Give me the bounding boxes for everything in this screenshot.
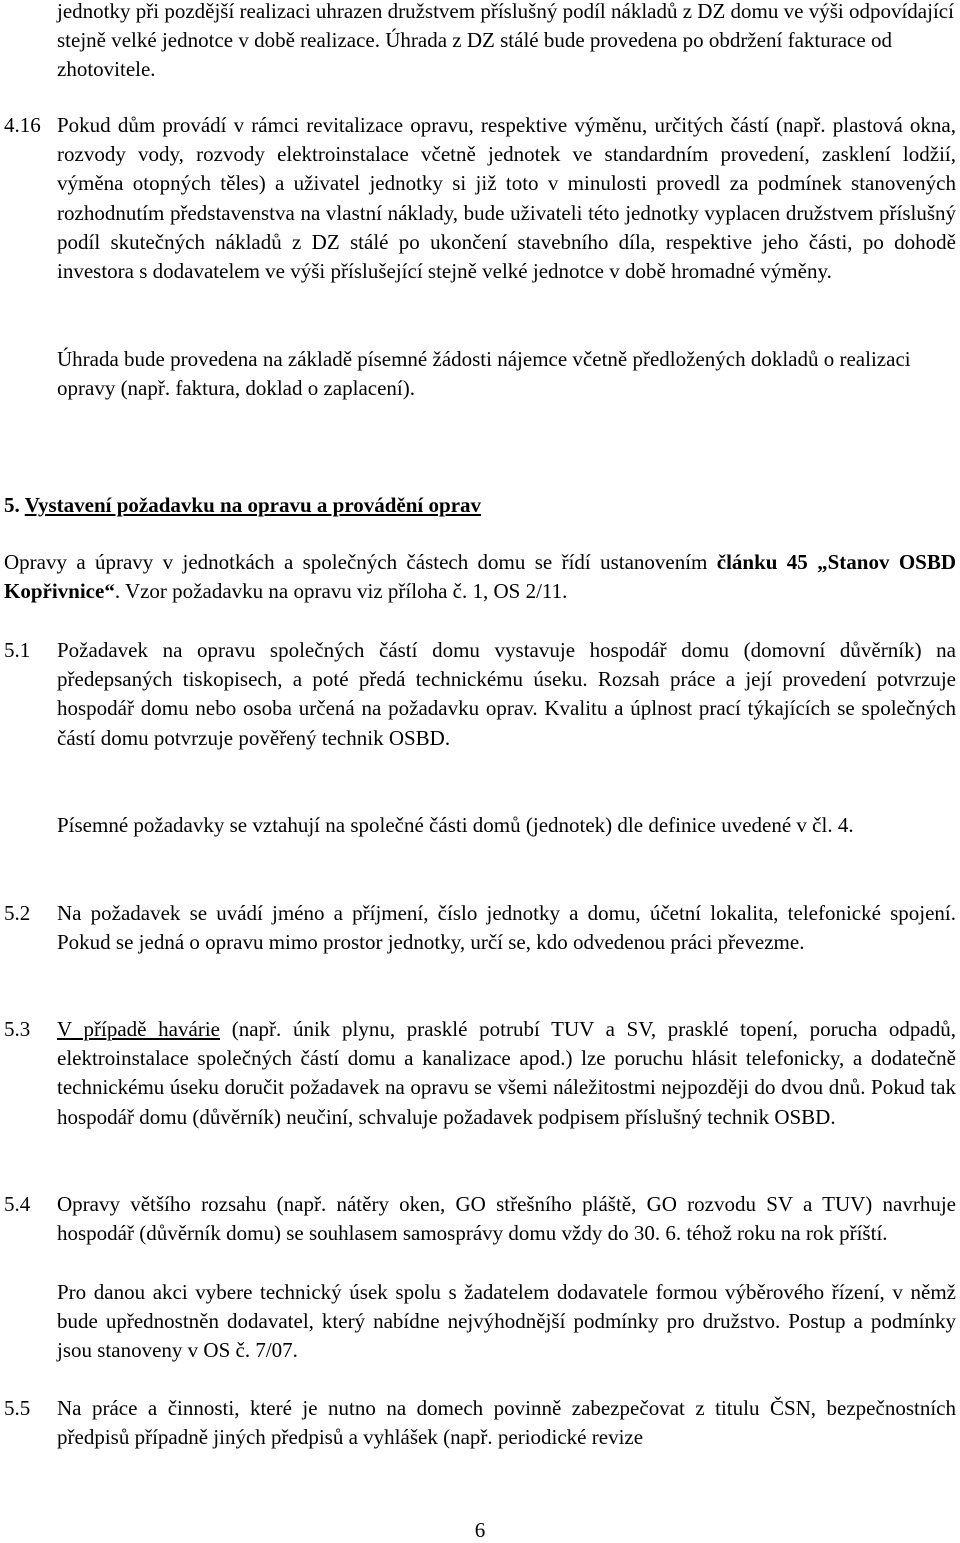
- clause-5-3-paragraph: [57, 1015, 956, 1132]
- section-intro-text-b: . Vzor požadavku na opravu viz příloha č. 1, OS 2/11.: [114, 579, 568, 604]
- clause-5-4-text: Opravy většího rozsahu (např. nátěry oken, GO střešního pláště, GO rozvodu SV a TUV) navrhuje hospodář (důvěrník domu) se souhlasem samosprávy domu vždy do 30. 6. téhož roku na rok příští.: [57, 1192, 956, 1246]
- clause-number-5-3: 5.3: [4, 1017, 31, 1041]
- clause-4-16-text: Pokud dům provádí v rámci revitalizace opravu, respektive výměnu, určitých částí (např. plastová okna, rozvody vody, rozvody elektroinstalace včetně jednotek ve standardním provedení, zasklení lodžií, výměna otopných těles) a uživatel jednotky si již toto v minulosti provedl za podmínek stanovených rozhodnutím představenstva na vlastní náklady, bude uživateli této jednotky vyplacen družstvem příslušný podíl skutečných nákladů z DZ stálé po ukončení stavebního díla, respektive jeho části, po dohodě investora s dodavatelem ve výši příslušející stejně velké jednotce v době hromadné výměny.: [57, 113, 956, 284]
- section-intro-paragraph: [4, 548, 956, 606]
- page-number: 6: [474, 1518, 486, 1542]
- section-title: Vystavení požadavku na opravu a provádění oprav: [24, 493, 482, 517]
- section-number: 5.: [4, 493, 20, 517]
- clause-5-2-text: Na požadavek se uvádí jméno a příjmení, číslo jednotky a domu, účetní lokalita, telefonické spojení. Pokud se jedná o opravu mimo prostor jednotky, určí se, kdo odvedenou práci převezme.: [57, 901, 956, 955]
- section-intro-bold: článku 45 „Stanov OSBD Kopřivnice“: [4, 550, 957, 604]
- clause-number-4-16: 4.16: [4, 113, 41, 137]
- section-intro-text-a: Opravy a úpravy v jednotkách a společných částech domu se řídí ustanovením: [4, 550, 708, 574]
- section-heading: [4, 491, 481, 520]
- clause-5-3-text: (např. únik plynu, prasklé potrubí TUV a SV, prasklé topení, porucha odpadů, elektroinstalace společných částí domu a kanalizace apod.) lze poruchu hlásit telefonicky, a dodatečně technickému úseku doručit požadavek na opravu se všemi náležitostmi nejpozději do dvou dnů. Pokud tak hospodář domu (důvěrník) neučiní, schvaluje požadavek podpisem příslušný technik OSBD.: [57, 1017, 957, 1129]
- clause-4-16-payment-text: Úhrada bude provedena na základě písemné žádosti nájemce včetně předložených dokladů o realizaci opravy (např. faktura, doklad o zaplacení).: [57, 347, 911, 401]
- clause-5-1-text: Požadavek na opravu společných částí domu vystavuje hospodář domu (domovní důvěrník) na předepsaných tiskopisech, a poté předá technickému úseku. Rozsah práce a její provedení potvrzuje hospodář domu nebo osoba určená na požadavku oprav. Kvalitu a úplnost prací týkajících se společných částí domu potvrzuje pověřený technik OSBD.: [57, 638, 956, 750]
- clause-5-3-emergency-label: V případě havárie: [57, 1017, 220, 1041]
- clause-5-1-text2: Písemné požadavky se vztahují na společné části domů (jednotek) dle definice uvedené v čl. 4.: [57, 813, 854, 837]
- clause-5-4-text2: Pro danou akci vybere technický úsek spolu s žadatelem dodavatele formou výběrového řízení, v němž bude upřednostněn dodavatel, který nabídne nejvýhodnější podmínky pro družstvo. Postup a podmínky jsou stanoveny v OS č. 7/07.: [57, 1280, 956, 1363]
- clause-number-5-4: 5.4: [4, 1192, 31, 1216]
- clause-number-5-5: 5.5: [4, 1396, 31, 1420]
- clause-number-5-2: 5.2: [4, 901, 31, 925]
- intro-paragraph: jednotky při pozdější realizaci uhrazen družstvem příslušný podíl nákladů z DZ domu ve výši odpovídající stejně velké jednotce v době realizace. Úhrada z DZ stálé bude provedena po obdržení fakturace od zhotovitele.: [57, 0, 954, 82]
- clause-number-5-1: 5.1: [4, 638, 31, 662]
- clause-5-5-text: Na práce a činnosti, které je nutno na domech povinně zabezpečovat z titulu ČSN, bezpečnostních předpisů případně jiných předpisů a vyhlášek (např. periodické revize: [57, 1396, 956, 1450]
